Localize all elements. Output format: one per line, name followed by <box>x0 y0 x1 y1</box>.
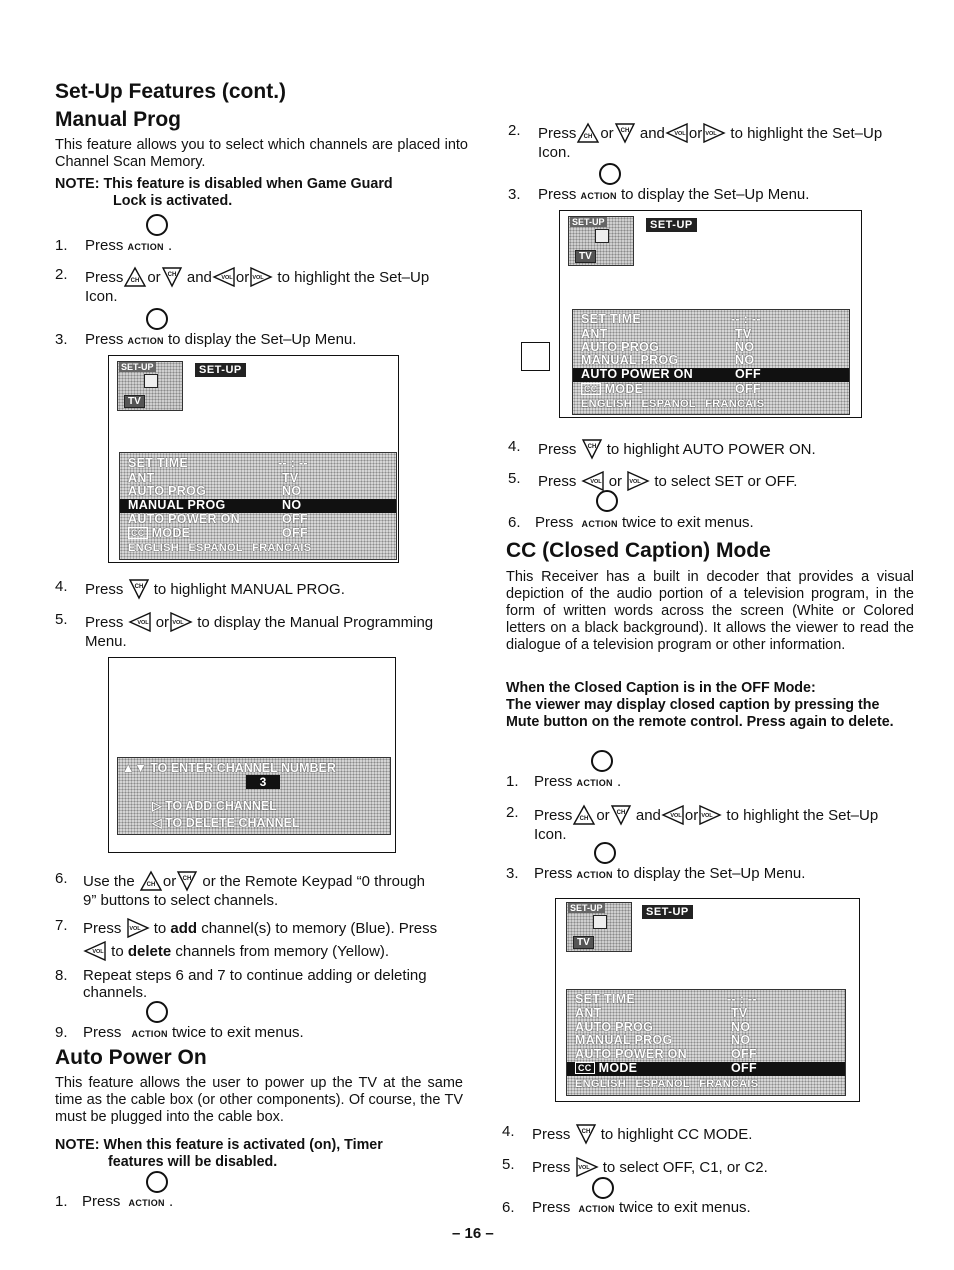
checkbox-square <box>521 342 550 371</box>
action-button-icon <box>146 214 168 236</box>
svg-text:VOL: VOL <box>221 275 233 281</box>
vol-left-icon <box>212 266 236 288</box>
auto-power-note: NOTE: When this feature is activated (on), Timer features will be disabled. <box>55 1137 383 1170</box>
setup-icon: SET-UP TV <box>566 902 632 952</box>
menu-row-manual-prog[interactable]: MANUAL PROG NO <box>575 1033 751 1047</box>
vol-left-icon <box>581 470 605 492</box>
page-number: – 16 – <box>452 1225 494 1242</box>
manual-prog-note: NOTE: This feature is disabled when Game Guard Lock is activated. <box>55 176 393 209</box>
ch-down-icon <box>614 122 636 144</box>
ch-up-icon <box>572 804 596 826</box>
menu-row-set-time[interactable]: SET TIME -- : -- <box>128 456 308 470</box>
svg-text:CH: CH <box>616 810 626 816</box>
action-button-icon <box>599 163 621 185</box>
mp-row-add-channel[interactable]: ▷ TO ADD CHANNEL <box>152 799 277 813</box>
setup-tag: SET-UP <box>646 218 697 232</box>
cc-step-4: 4. Press CH to highlight CC MODE. <box>502 1123 753 1143</box>
ch-down-icon <box>581 438 603 460</box>
menu-row-ant[interactable]: ANT TV <box>581 327 752 341</box>
setup-icon: SET-UP TV <box>117 361 183 411</box>
svg-text:VOL: VOL <box>128 926 141 932</box>
ch-down-icon <box>161 266 183 288</box>
action-button-icon <box>596 490 618 512</box>
svg-text:VOL: VOL <box>136 620 149 626</box>
svg-text:CH: CH <box>580 816 589 822</box>
cc-mode-title: CC (Closed Caption) Mode <box>506 539 771 562</box>
menu-row-auto-prog[interactable]: AUTO PROG NO <box>128 484 302 498</box>
mp-step-1: 1. Press ACTION . <box>55 237 173 254</box>
auto-power-title: Auto Power On <box>55 1046 207 1069</box>
menu-row-ant[interactable]: ANT TV <box>128 471 299 485</box>
cc-mode-intro: This Receiver has a built in decoder that provides a visual depiction of the audio portion of a television program, in the form of written words across the screen (White or Colored letters on a black background). It allows the viewer to read the dialogue of a television program or other information. <box>506 569 914 653</box>
ch-up-icon <box>576 122 600 144</box>
mp-step-6: 6. Use the CH or CH or the Remote Keypad “0 through 9” buttons to select channels. <box>55 870 426 909</box>
ap-step-2: 2. Press CH or CH and VOL or VOL to highlight the Set–Up Icon. <box>508 122 883 161</box>
mp-step-3: 3. Press ACTION to display the Set–Up Menu. <box>55 331 357 348</box>
mp-step-5: 5. Press VOL or VOL to display the Manual Programming Menu. <box>55 611 434 650</box>
manual-prog-screen <box>108 657 396 853</box>
channel-number: 3 <box>246 775 280 789</box>
menu-row-set-time[interactable]: SET TIME -- : -- <box>581 312 761 326</box>
svg-text:VOL: VOL <box>172 620 184 626</box>
svg-text:VOL: VOL <box>589 479 602 485</box>
menu-row-cc-mode[interactable]: CC MODE OFF <box>120 527 396 541</box>
svg-text:VOL: VOL <box>629 479 641 485</box>
ap-step-1: 1. Press ACTION . <box>55 1193 174 1210</box>
setup-menu-list <box>566 989 846 1096</box>
menu-row-cc-mode[interactable]: CC MODE OFF <box>567 1062 845 1076</box>
ch-up-icon <box>139 870 163 892</box>
vol-right-icon <box>702 122 726 144</box>
manual-prog-intro: This feature allows you to select which channels are placed into Channel Scan Memory. <box>55 137 468 170</box>
vol-left-icon <box>83 940 107 962</box>
menu-row-manual-prog[interactable]: MANUAL PROG NO <box>581 353 755 367</box>
mp-step-8: 8. Repeat steps 6 and 7 to continue adding or deleting channels. <box>55 967 427 1001</box>
ch-down-icon <box>176 870 198 892</box>
cc-step-3: 3. Press ACTION to display the Set–Up Menu. <box>506 865 806 882</box>
manual-prog-menu <box>117 757 391 835</box>
setup-menu-screen <box>108 355 399 563</box>
svg-text:CH: CH <box>167 272 177 278</box>
svg-text:VOL: VOL <box>670 813 682 819</box>
ap-step-4: 4. Press CH to highlight AUTO POWER ON. <box>508 438 816 458</box>
menu-row-language[interactable]: ENGLISH ESPANOL FRANCAIS <box>581 398 765 410</box>
ap-step-6: 6. Press ACTION twice to exit menus. <box>508 514 754 531</box>
menu-row-auto-power-on[interactable]: AUTO POWER ON OFF <box>128 512 308 526</box>
menu-row-set-time[interactable]: SET TIME -- : -- <box>575 992 757 1006</box>
setup-menu-screen <box>559 210 862 418</box>
svg-text:CH: CH <box>146 882 156 888</box>
action-button-icon <box>146 1171 168 1193</box>
ap-step-5: 5. Press VOL or VOL to select SET or OFF. <box>508 470 798 490</box>
action-button-icon <box>594 842 616 864</box>
vol-left-icon <box>128 611 152 633</box>
svg-text:CH: CH <box>131 278 140 284</box>
menu-row-language[interactable]: ENGLISH ESPANOL FRANCAIS <box>128 542 312 554</box>
cc-step-1: 1. Press ACTION . <box>506 773 622 790</box>
mp-step-7: 7. Press VOL to add channel(s) to memory (Blue). Press VOL to delete channels from memory (Yellow). <box>55 917 438 960</box>
vol-right-icon <box>169 611 193 633</box>
mp-step-2: 2. Press CH or CH and VOL or VOL to highlight the Set–Up Icon. <box>55 266 430 305</box>
mp-step-9: 9. Press ACTION twice to exit menus. <box>55 1024 304 1041</box>
menu-row-auto-prog[interactable]: AUTO PROG NO <box>575 1020 751 1034</box>
vol-right-icon <box>249 266 273 288</box>
cc-step-2: 2. Press CH or CH and VOL or VOL to highlight the Set–Up Icon. <box>506 804 879 843</box>
vol-right-icon <box>126 917 150 939</box>
menu-row-language[interactable]: ENGLISH ESPANOL FRANCAIS <box>575 1078 759 1090</box>
up-down-arrow-icon: ▲▼ <box>122 761 151 775</box>
setup-menu-list <box>119 452 397 560</box>
ch-down-icon <box>575 1123 597 1145</box>
svg-text:CH: CH <box>182 876 192 882</box>
mp-row-delete-channel[interactable]: ◁ TO DELETE CHANNEL <box>152 816 300 830</box>
setup-menu-screen <box>555 898 860 1102</box>
manual-prog-title: Manual Prog <box>55 108 182 131</box>
setup-tag: SET-UP <box>642 905 693 919</box>
ap-step-3: 3. Press ACTION to display the Set–Up Menu. <box>508 186 810 203</box>
svg-text:CH: CH <box>134 584 143 590</box>
left-arrow-icon: ◁ <box>152 816 166 830</box>
svg-text:VOL: VOL <box>705 131 717 137</box>
svg-text:VOL: VOL <box>252 275 264 281</box>
setup-menu-list <box>572 309 850 415</box>
right-arrow-icon: ▷ <box>152 799 166 813</box>
cc-step-6: 6. Press ACTION twice to exit menus. <box>502 1199 751 1216</box>
svg-text:CH: CH <box>581 1129 590 1135</box>
action-button-icon <box>146 308 168 330</box>
vol-left-icon <box>661 804 685 826</box>
svg-text:VOL: VOL <box>674 131 686 137</box>
svg-text:VOL: VOL <box>92 949 104 955</box>
mp-step-4: 4. Press CH to highlight MANUAL PROG. <box>55 578 345 598</box>
vol-right-icon <box>575 1156 599 1178</box>
action-button-icon <box>592 1177 614 1199</box>
cc-mode-note: When the Closed Caption is in the OFF Mode: The viewer may display closed caption by pressing the Mute button on the remote control. Press again to delete. <box>506 680 894 730</box>
svg-text:CH: CH <box>587 444 596 450</box>
action-button-icon <box>146 1001 168 1023</box>
setup-icon: SET-UP TV <box>568 216 634 266</box>
vol-right-icon <box>698 804 722 826</box>
setup-tag: SET-UP <box>195 363 246 377</box>
mp-row-enter-channel[interactable]: ▲▼ TO ENTER CHANNEL NUMBER <box>122 761 336 775</box>
ch-down-icon <box>610 804 632 826</box>
menu-row-cc-mode[interactable]: CC MODE OFF <box>573 383 849 397</box>
svg-text:CH: CH <box>620 128 630 134</box>
menu-row-ant[interactable]: ANT TV <box>575 1006 748 1020</box>
menu-row-auto-power-on[interactable]: AUTO POWER ON OFF <box>573 368 849 382</box>
svg-text:VOL: VOL <box>577 1165 590 1171</box>
svg-text:CH: CH <box>584 134 593 140</box>
menu-row-manual-prog[interactable]: MANUAL PROG NO <box>120 499 396 513</box>
section-title: Set-Up Features (cont.) <box>55 80 287 103</box>
vol-right-icon <box>626 470 650 492</box>
svg-text:VOL: VOL <box>701 813 713 819</box>
ch-down-icon <box>128 578 150 600</box>
vol-left-icon <box>665 122 689 144</box>
menu-row-auto-power-on[interactable]: AUTO POWER ON OFF <box>575 1047 757 1061</box>
menu-row-auto-prog[interactable]: AUTO PROG NO <box>581 340 755 354</box>
auto-power-intro: This feature allows the user to power up the TV at the same time as the cable box (or other components). Of course, the TV must be plugged into the cable box. <box>55 1075 463 1125</box>
cc-step-5: 5. Press VOL to select OFF, C1, or C2. <box>502 1156 768 1176</box>
action-button-icon <box>591 750 613 772</box>
ch-up-icon <box>123 266 147 288</box>
